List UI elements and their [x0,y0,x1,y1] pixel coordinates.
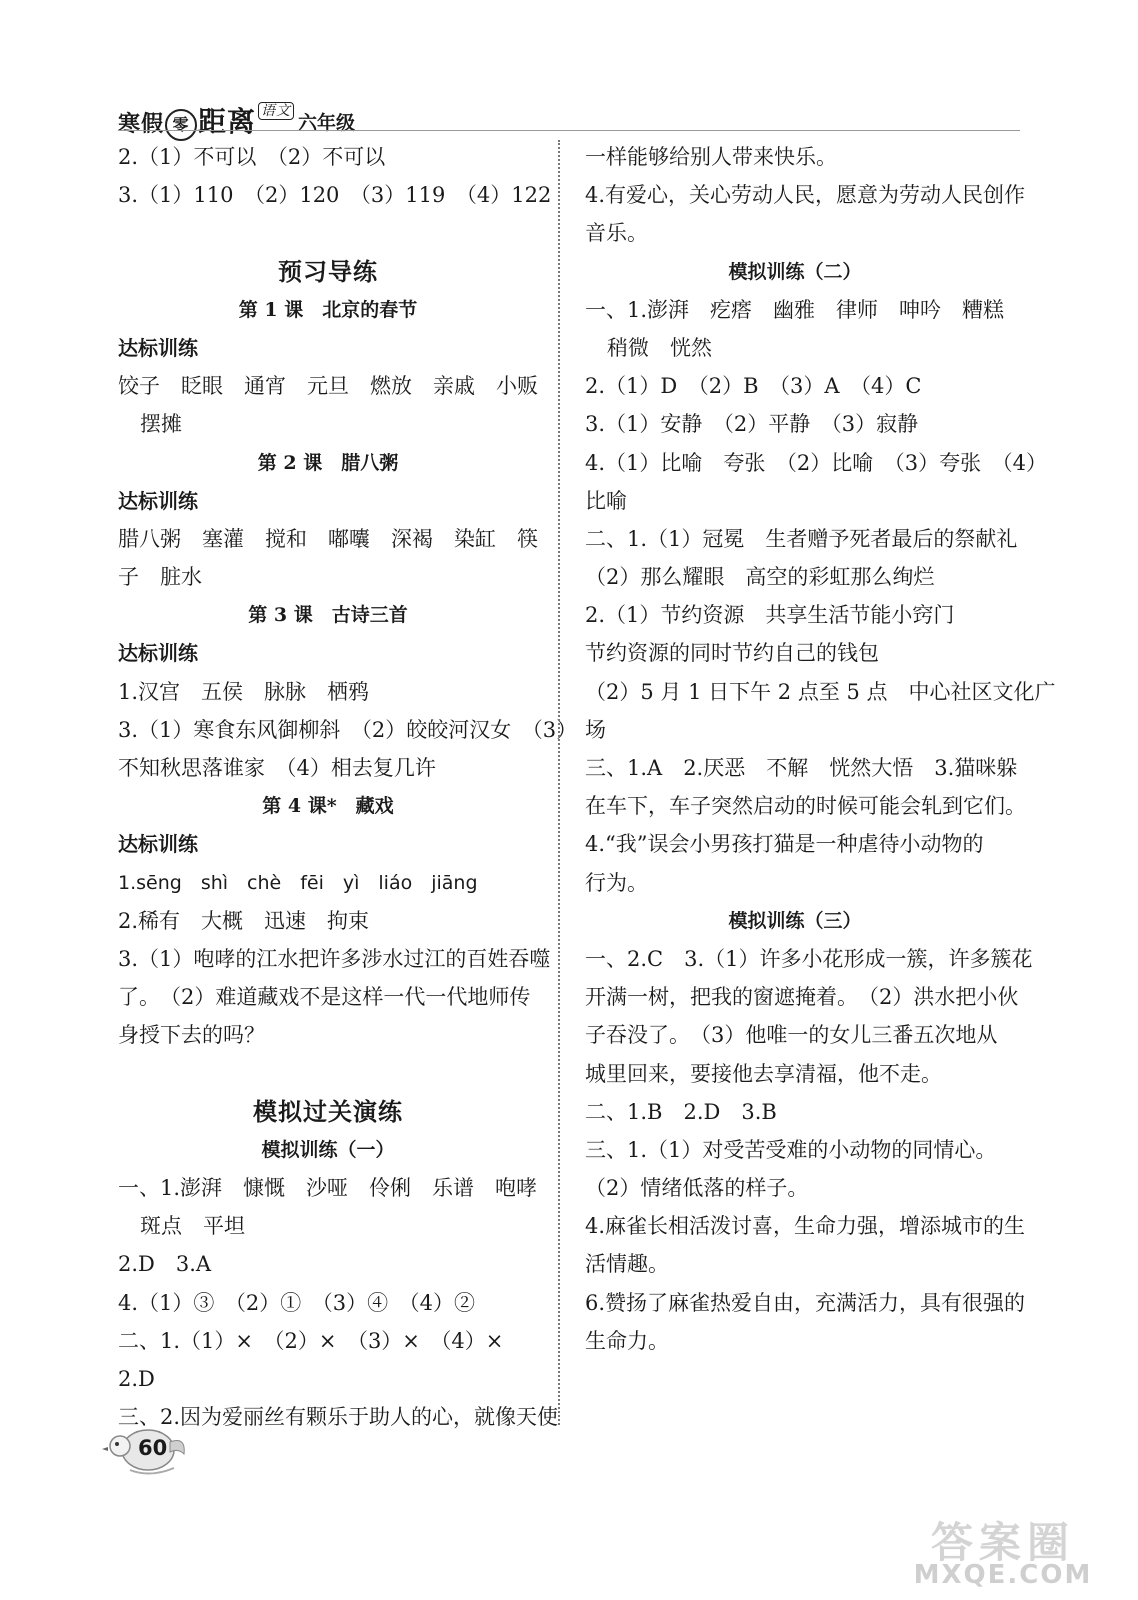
grade-label: 六年级 [298,112,356,134]
answer-line: 2.（1）节约资源 共享生活节能小窍门 [585,603,955,628]
answer-line: 开满一树，把我的窗遮掩着。 （2）洪水把小伙 [585,985,1019,1010]
page-number: 60 [138,1436,168,1460]
spacer [118,1055,538,1093]
answer-line: 二、1.（1）× （2）× （3）× （4）× [118,1328,504,1353]
answer-line: 4.“我”误会小男孩打猫是一种虐待小动物的 [585,832,984,857]
answer-line: 饺子 眨眼 通宵 元旦 燃放 亲戚 小贩 [118,374,538,399]
exercise-label: 达标训练 [118,335,198,360]
column-divider [558,140,560,1425]
answer-line: 三、1.（1）对受苦受难的小动物的同情心。 [585,1137,997,1162]
answer-line: 一、1.澎湃 慷慨 沙哑 伶俐 乐谱 咆哮 [118,1176,538,1201]
answer-line: 三、1.A 2.厌恶 不解 恍然大悟 3.猫咪躲 [585,756,1018,780]
brand-zero-circle: 零 [165,109,197,141]
answer-line: 4.麻雀长相活泼讨喜，生命力强，增添城市的生 [585,1214,1026,1239]
answer-line: 了。 （2）难道藏戏不是这样一代一代地师传 [118,985,531,1010]
answer-line: 2.稀有 大概 迅速 拘束 [118,908,370,933]
answer-line: 3.（1）咆哮的江水把许多涉水过江的百姓吞噬 [118,946,551,971]
answer-line: 子吞没了。 （3）他唯一的女儿三番五次地从 [585,1023,998,1048]
left-column [118,138,578,1436]
answer-line: 生命力。 [585,1328,669,1353]
book-brand-logo [118,100,294,141]
answer-line: 一样能够给别人带来快乐。 [585,145,837,169]
lesson-heading: 模拟训练（二） [728,260,862,283]
answer-line: 二、1.B 2.D 3.B [585,1099,777,1124]
answer-line-indented: 摆摊 [140,412,182,437]
answer-line: （2）情绪低落的样子。 [585,1176,809,1201]
answer-line: 比喻 [585,488,627,513]
pinyin-answer-line: 1.sēng shì chè fēi yì liáo jiāng [118,871,478,894]
answer-line: 2.（1）不可以 （2）不可以 [118,145,386,169]
answer-line: 城里回来，要接他去享清福，他不走。 [585,1061,942,1086]
lesson-heading: 模拟训练（三） [728,909,862,932]
answer-line: 3.（1）寒食东风御柳斜 （2）皎皎河汉女 （3） [118,717,578,742]
watermark-top-text: 答案圈 [930,1518,1075,1567]
answer-line: 行为。 [585,870,648,895]
brand-part1: 寒假 [118,112,165,137]
answer-line: 场 [585,717,606,742]
answer-line: 2.D 3.A [118,1252,212,1277]
answer-line: 一、2.C 3.（1）许多小花形成一簇，许多簇花 [585,946,1033,971]
section-title: 预习导练 [278,256,378,286]
exercise-label: 达标训练 [118,488,198,513]
exercise-label: 达标训练 [118,641,198,666]
exercise-label: 达标训练 [118,832,198,857]
lesson-heading: 第 3 课 古诗三首 [248,604,408,627]
answer-line: 4.有爱心，关心劳动人民，愿意为劳动人民创作 [585,183,1026,208]
right-column [585,138,1056,1360]
answer-line: 1.汉宫 五侯 脉脉 栖鸦 [118,679,370,704]
lesson-heading: 模拟训练（一） [261,1138,395,1161]
answer-line: 一、1.澎湃 疙瘩 幽雅 律师 呻吟 糟糕 [585,297,1005,322]
answer-line: 在车下，车子突然启动的时候可能会轧到它们。 [585,794,1026,819]
page-header [118,82,1020,138]
answer-line: 4.（1）③ （2）① （3）④ （4）② [118,1290,475,1315]
lesson-heading: 第 2 课 腊八粥 [257,451,399,474]
lesson-heading: 第 4 课* 藏戏 [262,795,394,818]
answer-line: 2.D [118,1367,155,1391]
answer-line: （2）那么耀眼 高空的彩虹那么绚烂 [585,565,935,590]
answer-line: 腊八粥 塞灌 搅和 嘟囔 深褐 染缸 筷 [118,526,538,551]
lesson-heading: 第 1 课 北京的春节 [238,298,418,321]
answer-line: 2.（1）D （2）B （3）A （4）C [585,374,922,399]
answer-line: 节约资源的同时节约自己的钱包 [585,641,879,666]
brand-subject: 语文 [258,102,294,120]
answer-line: （2）5 月 1 日下午 2 点至 5 点 中心社区文化广 [585,679,1056,704]
answer-line: 音乐。 [585,221,648,246]
spacer [118,214,538,252]
answer-line: 6.赞扬了麻雀热爱自由，充满活力，具有很强的 [585,1290,1026,1315]
site-watermark [888,1510,1118,1590]
answer-line: 不知秋思落谁家 （4）相去复几许 [118,756,436,780]
brand-part2: 距离 [198,105,257,138]
answer-line-indented: 斑点 平坦 [140,1214,245,1239]
answer-line: 活情趣。 [585,1252,669,1277]
answer-line-indented: 稍微 恍然 [607,335,712,360]
answer-line: 二、1.（1）冠冕 生者赠予死者最后的祭献礼 [585,526,1018,551]
header-rule [118,130,1020,131]
answer-line: 4.（1）比喻 夸张 （2）比喻 （3）夸张 （4） [585,450,1047,475]
answer-line: 三、2.因为爱丽丝有颗乐于助人的心，就像天使 [118,1405,559,1430]
answer-line: 子 脏水 [118,565,202,590]
section-title: 模拟过关演练 [253,1096,403,1126]
answer-line: 3.（1）安静 （2）平静 （3）寂静 [585,412,919,437]
answer-line: 3.（1）110 （2）120 （3）119 （4）122 [118,183,552,208]
answer-line: 身授下去的吗？ [118,1023,265,1048]
watermark-bottom-text: MXQE.COM [913,1560,1093,1590]
